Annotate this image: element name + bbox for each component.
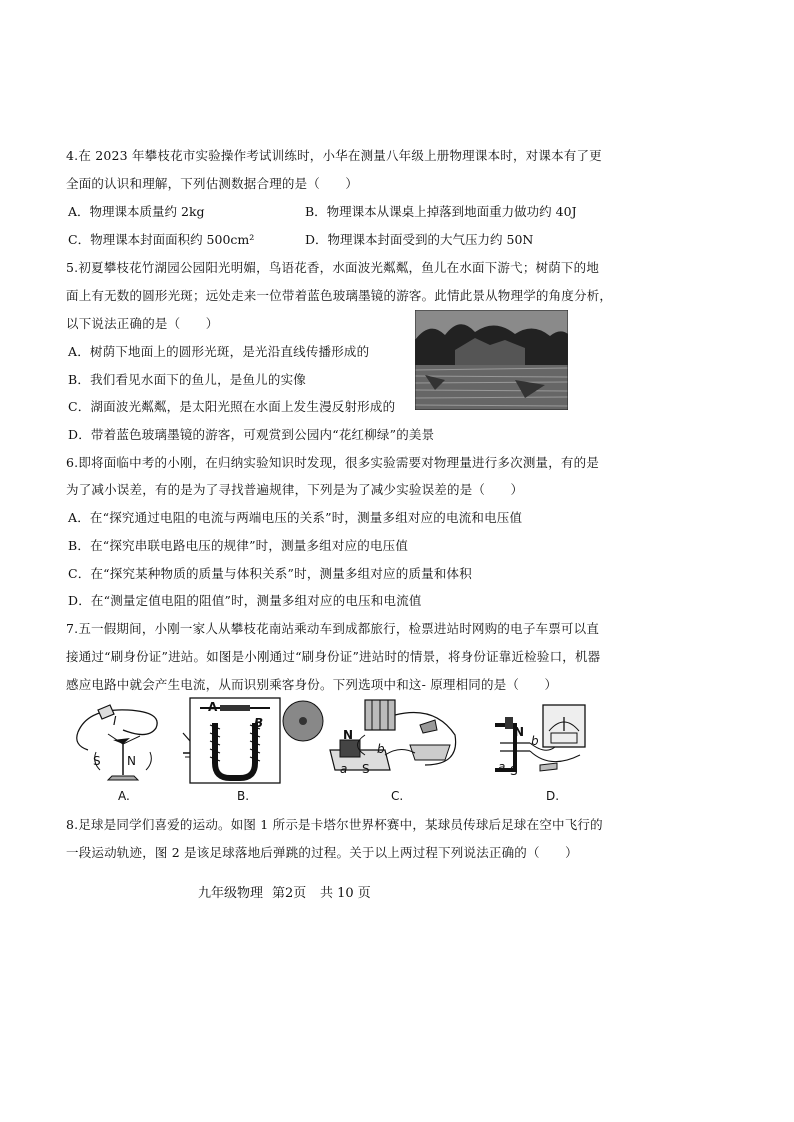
q4-option-b: B．物理课本从课桌上掉落到地面重力做功约 40J [305,204,577,219]
figure-label-d: D. [546,789,560,803]
q5-option-b: B．我们看见水面下的鱼儿，是鱼儿的实像 [68,372,306,387]
figure-a-north-label: N [127,754,136,768]
q7-stem-line3: 感应电路中就会产生电流，从而识别乘客身份。下列选项中和这- 原理相同的是（ ） [66,677,558,692]
figure-d-south-label: S [510,764,518,778]
figure-d-b-label: b [531,734,539,748]
figure-d-a-label: a [498,760,506,774]
q5-option-d: D．带着蓝色玻璃墨镜的游客，可观赏到公园内“花红柳绿”的美景 [68,427,435,442]
figure-d-north-label: N [514,725,525,739]
q5-option-a: A．树荫下地面上的圆形光斑，是光沿直线传播形成的 [68,344,370,359]
figure-b-b-label: B [254,716,264,730]
footer-page-number: 第2页 [272,886,307,901]
footer-total-pages: 共 10 页 [320,886,371,901]
figure-label-b: B. [237,789,250,803]
q5-stem-line1: 5.初夏攀枝花竹湖园公园阳光明媚，鸟语花香，水面波光粼粼，鱼儿在水面下游弋；树荫下的地 [66,260,600,275]
q4-option-a: A．物理课本质量约 2kg [68,204,205,219]
footer-subject: 九年级物理 [198,886,264,901]
q4-stem-line2: 全面的认识和理解，下列估测数据合理的是（ ） [66,176,359,191]
park-lake-photo [415,310,568,410]
figure-label-a: A. [118,789,130,803]
figure-b-a-label: A [208,700,218,714]
figure-label-c: C. [391,789,404,803]
figure-a-south-label: S [93,754,101,768]
q6-stem-line1: 6.即将面临中考的小刚，在归纳实验知识时发现，很多实验需要对物理量进行多次测量，有的是 [66,455,600,470]
q4-option-d: D．物理课本封面受到的大气压力约 50N [305,232,534,247]
figure-c-b-label: b [377,742,385,756]
figure-c-north-label: N [343,728,354,742]
q4-option-c: C．物理课本封面面积约 500cm² [68,232,255,247]
figure-c-a-label: a [340,762,348,776]
q6-option-d: D．在“测量定值电阻的阻值”时，测量多组对应的电压和电流值 [68,593,422,608]
q6-option-c: C．在“探究某种物质的质量与体积关系”时，测量多组对应的质量和体积 [68,566,472,581]
q8-stem-line1: 8.足球是同学们喜爱的运动。如图 1 所示是卡塔尔世界杯赛中，某球员传球后足球在空中飞行的 [66,817,603,832]
q6-stem-line2: 为了减小误差，有的是为了寻找普遍规律，下列是为了减少实验误差的是（ ） [66,482,524,497]
figure-a-current-compass [68,700,178,790]
q7-stem-line1: 7.五一假期间，小刚一家人从攀枝花南站乘动车到成都旅行，检票进站时网购的电子车票可以直 [66,621,600,636]
q5-stem-line3: 以下说法正确的是（ ） [66,316,219,331]
q7-stem-line2: 接通过“刷身份证”进站。如图是小刚通过“刷身份证”进站时的情景，将身份证靠近检验口，机器 [66,649,601,664]
q5-option-c: C．湖面波光粼粼，是太阳光照在水面上发生漫反射形成的 [68,399,396,414]
q4-stem-line1: 4.在 2023 年攀枝花市实验操作考试训练时，小华在测量八年级上册物理课本时，对课本有了更 [66,148,602,163]
q6-option-b: B．在“探究串联电路电压的规律”时，测量多组对应的电压值 [68,538,409,553]
q8-stem-line2: 一段运动轨迹，图 2 是该足球落地后弹跳的过程。关于以上两过程下列说法正确的（ ） [66,845,578,860]
figure-c-south-label: S [362,762,370,776]
figure-a-current-label: I [113,714,117,728]
figure-b-electromagnet [180,693,330,788]
q6-option-a: A．在“探究通过电阻的电流与两端电压的关系”时，测量多组对应的电流和电压值 [68,510,523,525]
q5-stem-line2: 面上有无数的圆形光斑；远处走来一位带着蓝色玻璃墨镜的游客。此情此景从物理学的角度分析， [66,288,613,303]
